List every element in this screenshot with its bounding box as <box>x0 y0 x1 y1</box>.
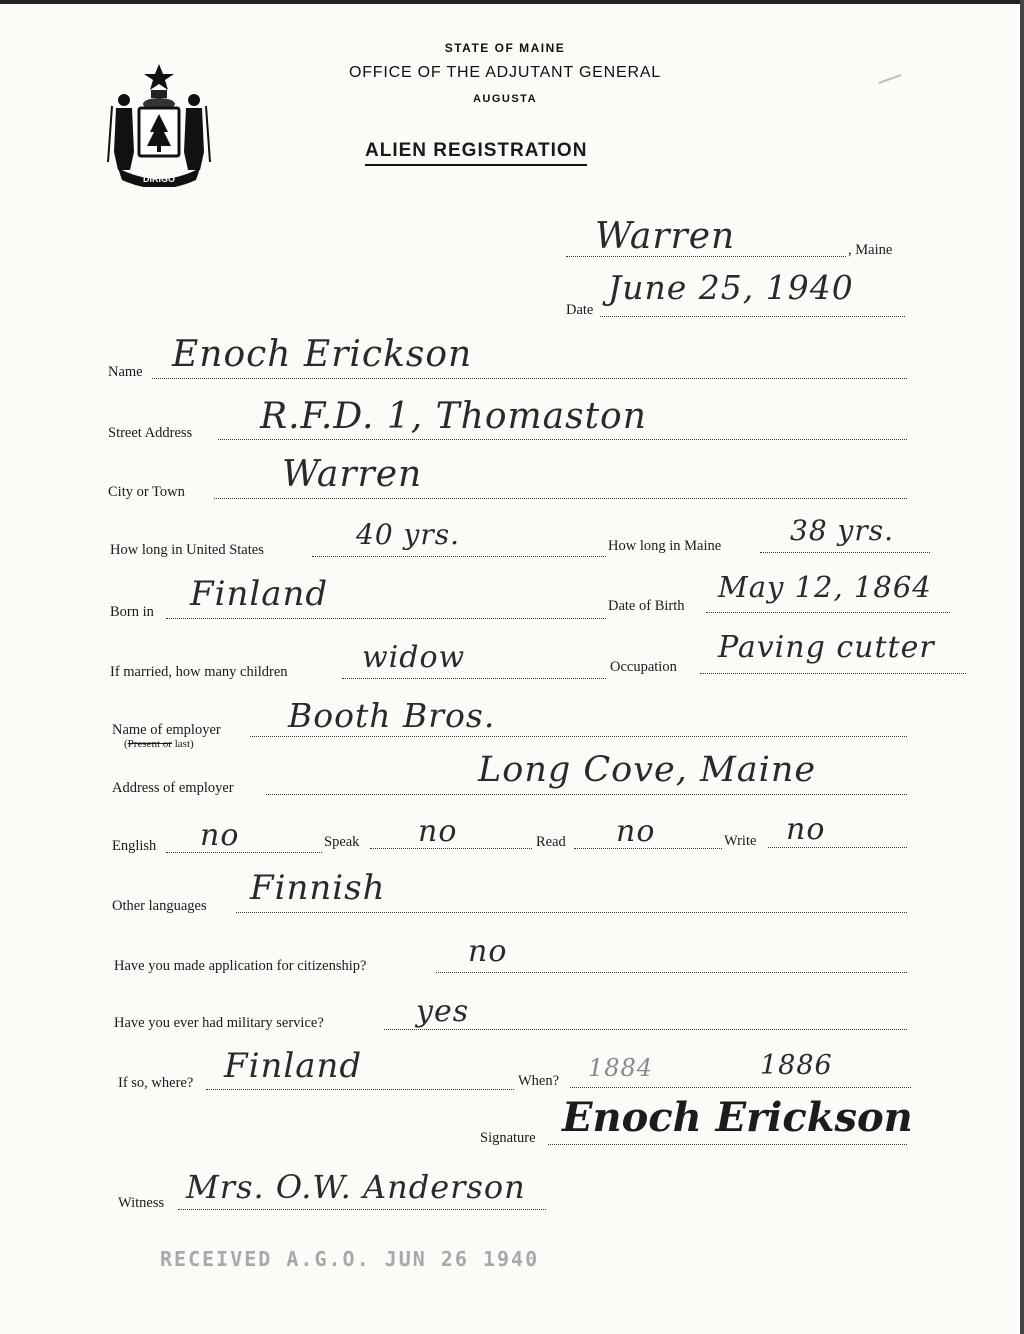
where-label: If so, where? <box>118 1075 194 1091</box>
occupation-line <box>700 673 966 674</box>
employer-address-line <box>266 794 907 795</box>
seal-motto: DIRIGO <box>142 174 176 184</box>
how-long-us-value: 40 yrs. <box>356 518 461 551</box>
received-stamp: RECEIVED A.G.O. JUN 26 1940 <box>160 1247 540 1271</box>
street-address-label: Street Address <box>108 425 193 441</box>
employer-sublabel-rest: last) <box>171 738 194 750</box>
signature-label: Signature <box>480 1130 536 1146</box>
how-long-us-line <box>312 556 606 557</box>
city-label: City or Town <box>108 484 185 500</box>
date-label: Date <box>566 302 594 318</box>
street-address-line <box>218 439 907 440</box>
form-title: ALIEN REGISTRATION <box>365 140 587 166</box>
where-line <box>206 1089 514 1090</box>
how-long-maine-label: How long in Maine <box>608 538 722 554</box>
military-line <box>384 1029 907 1030</box>
how-long-maine-value: 38 yrs. <box>790 514 895 547</box>
citizenship-line <box>436 972 907 973</box>
citizenship-value: no <box>468 934 508 969</box>
where-value: Finland <box>224 1046 363 1086</box>
write-label: Write <box>724 833 757 849</box>
maine-label: , Maine <box>848 242 893 258</box>
header-city: AUGUSTA <box>472 93 538 105</box>
speak-value: no <box>418 814 458 849</box>
when-value: 1886 <box>760 1050 833 1081</box>
how-long-maine-line <box>760 552 930 553</box>
name-line <box>152 378 907 379</box>
when-line <box>570 1087 911 1088</box>
signature-line <box>548 1144 907 1145</box>
city-value: Warren <box>282 454 423 495</box>
english-line <box>166 852 322 853</box>
employer-address-value: Long Cove, Maine <box>478 750 817 790</box>
scan-speck <box>878 74 901 84</box>
other-languages-value: Finnish <box>250 868 386 908</box>
dob-value: May 12, 1864 <box>718 570 932 604</box>
occupation-value: Paving cutter <box>718 630 935 665</box>
header-state: STATE OF MAINE <box>444 41 566 55</box>
children-line <box>342 678 606 679</box>
children-label: If married, how many children <box>110 664 288 680</box>
english-value: no <box>200 818 240 853</box>
employer-address-label: Address of employer <box>112 780 234 796</box>
speak-label: Speak <box>324 834 360 850</box>
scan-edge-top <box>0 0 1024 4</box>
when-label: When? <box>518 1073 560 1089</box>
read-value: no <box>616 814 656 849</box>
read-label: Read <box>536 834 566 850</box>
employer-sublabel-struck: Present or <box>127 738 172 750</box>
name-value: Enoch Erickson <box>172 334 473 375</box>
how-long-us-label: How long in United States <box>110 542 264 558</box>
dob-line <box>706 612 950 613</box>
signature-value: Enoch Erickson <box>562 1094 913 1141</box>
name-label: Name <box>108 364 143 380</box>
employer-line <box>250 736 907 737</box>
town-value: Warren <box>595 216 736 257</box>
city-line <box>214 498 907 499</box>
military-label: Have you ever had military service? <box>114 1015 324 1031</box>
citizenship-label: Have you made application for citizenship? <box>114 958 367 974</box>
dob-label: Date of Birth <box>608 598 685 614</box>
children-value: widow <box>362 640 466 675</box>
other-languages-line <box>236 912 907 913</box>
other-languages-label: Other languages <box>112 898 207 914</box>
witness-label: Witness <box>118 1195 165 1211</box>
employer-label: Name of employer <box>112 722 221 738</box>
witness-value: Mrs. O.W. Anderson <box>186 1168 526 1206</box>
born-in-label: Born in <box>110 604 154 620</box>
witness-line <box>178 1209 546 1210</box>
header-office: OFFICE OF THE ADJUTANT GENERAL <box>348 64 662 81</box>
when-faint-value: 1884 <box>588 1054 654 1082</box>
occupation-label: Occupation <box>610 659 677 675</box>
date-line <box>600 316 905 317</box>
employer-value: Booth Bros. <box>288 696 496 735</box>
write-value: no <box>786 812 826 847</box>
born-in-value: Finland <box>190 574 329 614</box>
scan-edge-right <box>1020 0 1024 1334</box>
english-label: English <box>112 838 157 854</box>
born-in-line <box>166 618 606 619</box>
date-value: June 25, 1940 <box>608 268 854 307</box>
street-address-value: R.F.D. 1, Thomaston <box>260 396 647 437</box>
military-value: yes <box>416 994 470 1029</box>
maine-state-seal <box>104 62 214 187</box>
write-line <box>768 847 907 848</box>
employer-sublabel: (Present or last) <box>124 738 194 750</box>
